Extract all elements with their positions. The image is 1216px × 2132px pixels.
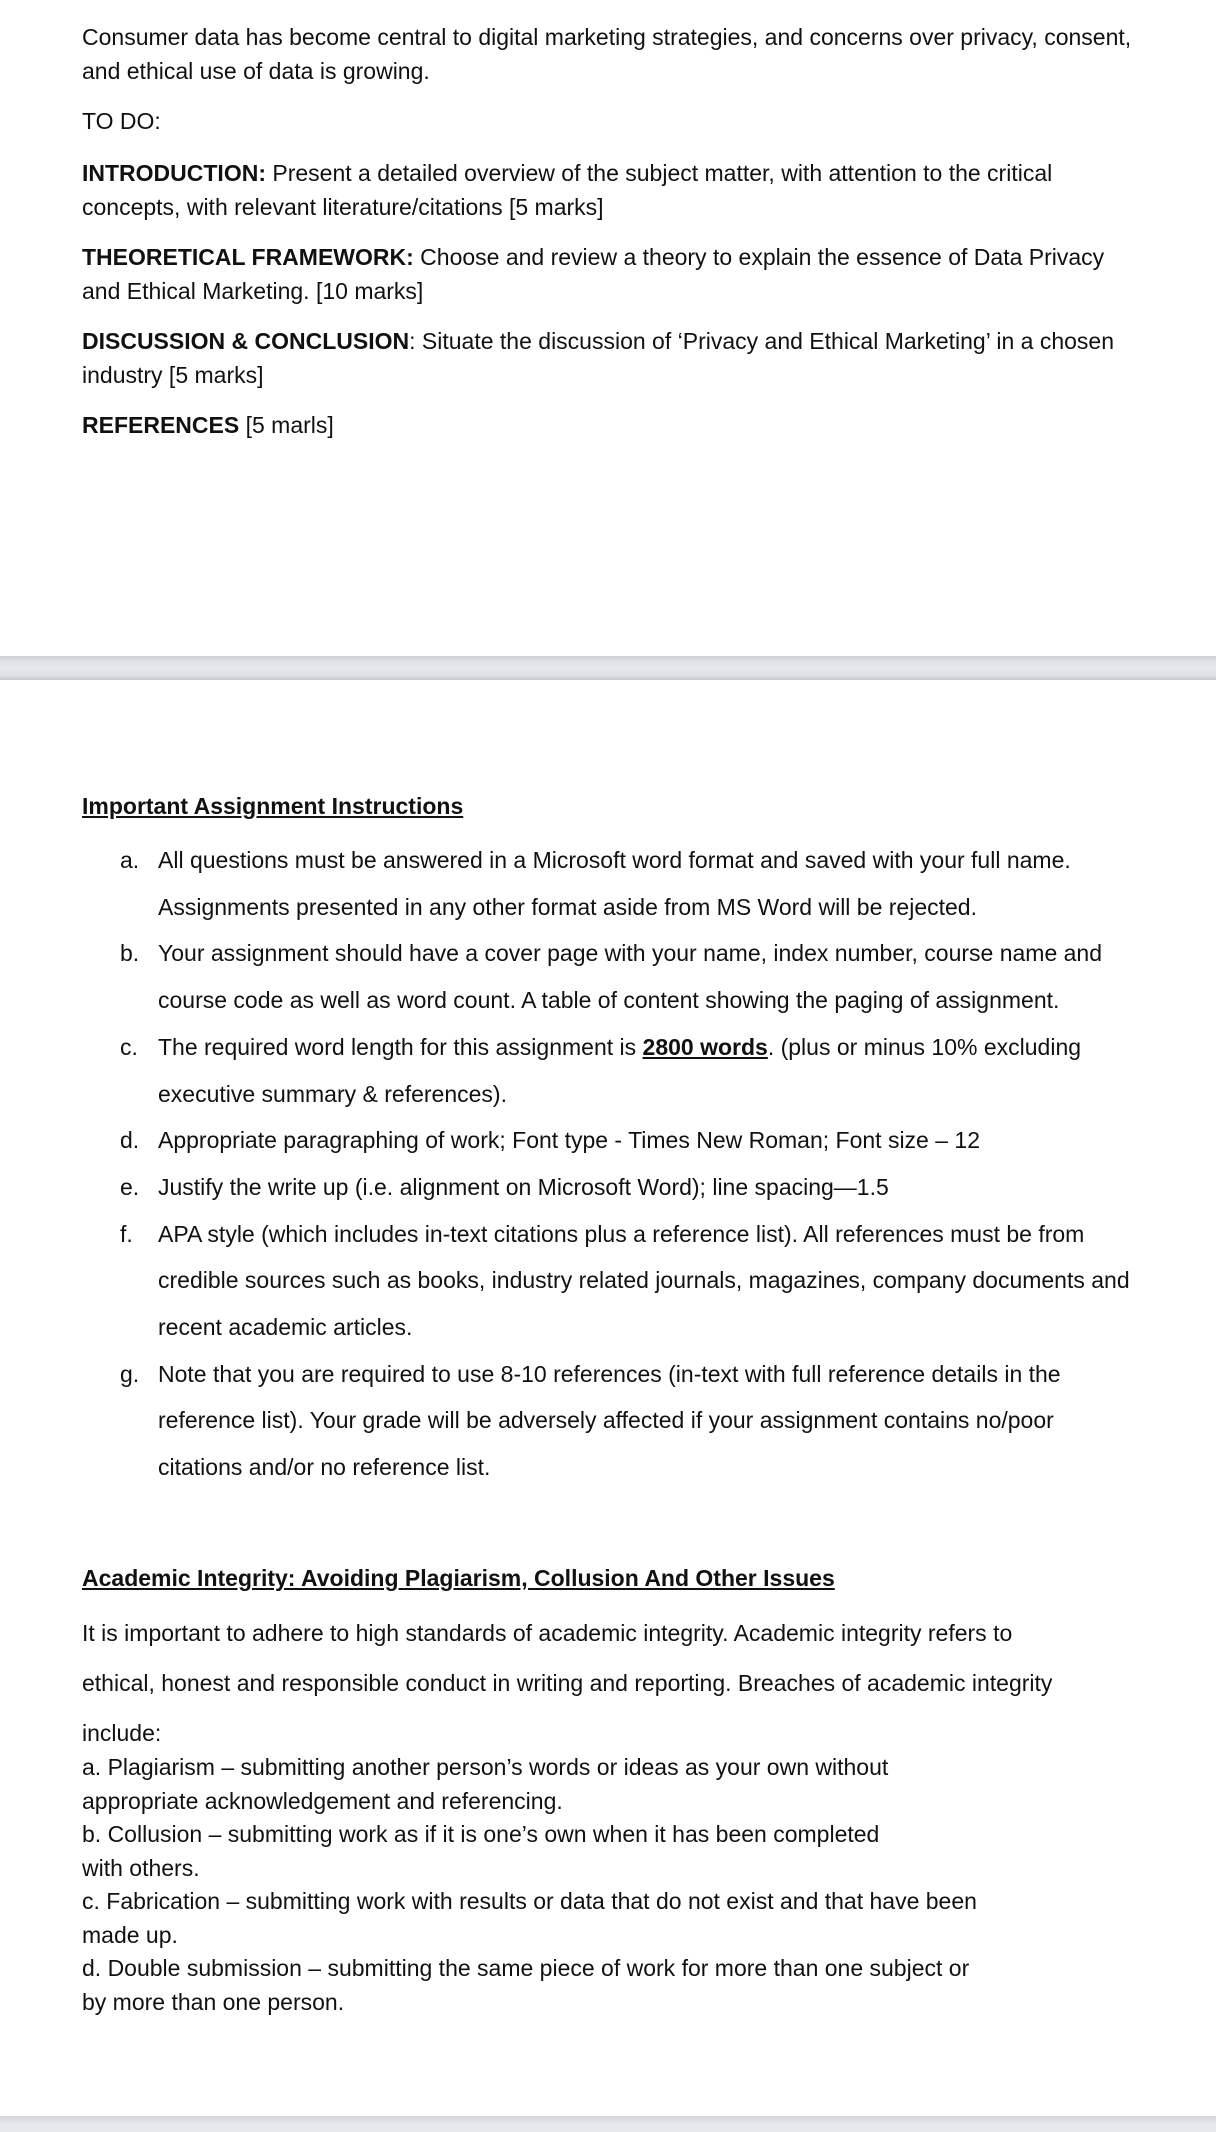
section-label: INTRODUCTION: [82, 160, 266, 186]
integrity-breaches-list [82, 1751, 1142, 2019]
document-page-1 [0, 0, 1216, 656]
list-item [82, 1211, 1142, 1351]
list-item-text: Your assignment should have a cover page with your name, index number, course name and course code as well as word count. A table of content showing the paging of assignment. [158, 940, 1102, 1014]
list-item [82, 1351, 1142, 1491]
list-marker: e. [120, 1173, 140, 1200]
text-line: by more than one person. [82, 1988, 345, 2015]
integrity-intro [82, 1608, 1142, 1758]
list-item-text: Justify the write up (i.e. alignment on Microsoft Word); line spacing—1.5 [158, 1173, 889, 1200]
list-marker: g. [120, 1360, 140, 1387]
text-line: c. Fabrication – submitting work with results or data that do not exist and that have been [82, 1888, 977, 1914]
text-line: ethical, honest and responsible conduct in writing and reporting. Breaches of academic integrity [82, 1670, 1053, 1696]
list-item-text: . (plus or minus 10% excluding executive summary & references). [158, 1033, 1082, 1107]
list-marker: d. [120, 1127, 140, 1154]
text-line: It is important to adhere to high standards of academic integrity. Academic integrity refers to [82, 1620, 1013, 1646]
word-count-emphasis: 2800 words [642, 1033, 768, 1060]
page-break [0, 656, 1216, 680]
list-item-text: The required word length for this assignment is [158, 1033, 643, 1060]
text-line: d. Double submission – submitting the same piece of work for more than one subject or [82, 1955, 970, 1981]
section-label: DISCUSSION & CONCLUSION [82, 328, 410, 354]
list-item [82, 930, 1142, 1023]
document-page-2 [0, 680, 1216, 2116]
section-label: REFERENCES [82, 412, 240, 438]
section-references [82, 408, 1142, 442]
todo-label: TO DO: [82, 108, 161, 134]
text-line: a. Plagiarism – submitting another person’s words or ideas as your own without [82, 1754, 889, 1780]
section-text: : Situate the discussion of ‘Privacy and Ethical Marketing’ in a chosen industry [5 marks] [82, 328, 1114, 388]
section-text: Choose and review a theory to explain the essence of Data Privacy and Ethical Marketing. [10 marks] [82, 244, 1105, 304]
section-label: THEORETICAL FRAMEWORK: [82, 244, 414, 270]
list-item-text: APA style (which includes in-text citations plus a reference list). All references must be from credible sources such as books, industry related journals, magazines, company documents and recent academic articles. [158, 1220, 1130, 1341]
text-line: with others. [82, 1854, 200, 1881]
section-text: [5 marls] [239, 412, 334, 438]
section-theoretical-framework [82, 240, 1142, 308]
list-marker: f. [120, 1220, 133, 1247]
section-introduction [82, 156, 1142, 224]
list-item [82, 1117, 1142, 1164]
list-marker: a. [120, 847, 140, 873]
section-text: Present a detailed overview of the subject matter, with attention to the critical concepts, with relevant literature/citations [5 marks] [82, 160, 1053, 220]
integrity-heading: Academic Integrity: Avoiding Plagiarism, Collusion And Other Issues [82, 1565, 835, 1591]
intro-paragraph: Consumer data has become central to digital marketing strategies, and concerns over privacy, consent, and ethical use of data is growing. [82, 24, 1132, 84]
text-line: b. Collusion – submitting work as if it is one’s own when it has been completed [82, 1821, 880, 1847]
instructions-heading: Important Assignment Instructions [82, 793, 464, 819]
page-break [0, 2116, 1216, 2132]
instructions-list [82, 837, 1142, 1491]
list-item-text: All questions must be answered in a Microsoft word format and saved with your full name. Assignments presented in any other format aside from MS Word will be rejected. [158, 847, 1071, 920]
list-item [82, 1024, 1142, 1117]
list-marker: c. [120, 1033, 138, 1060]
list-item [82, 837, 1142, 930]
list-item-text: Appropriate paragraphing of work; Font type - Times New Roman; Font size – 12 [158, 1127, 981, 1154]
text-line: made up. [82, 1921, 178, 1948]
text-line: appropriate acknowledgement and referencing. [82, 1787, 563, 1814]
text-line: include: [82, 1720, 162, 1746]
list-item [82, 1164, 1142, 1211]
list-item-text: Note that you are required to use 8-10 references (in-text with full reference details in the reference list). Your grade will be adversely affected if your assignment contains no/poor citations and/or no reference list. [158, 1360, 1061, 1481]
list-marker: b. [120, 940, 140, 967]
section-discussion-conclusion [82, 324, 1142, 392]
